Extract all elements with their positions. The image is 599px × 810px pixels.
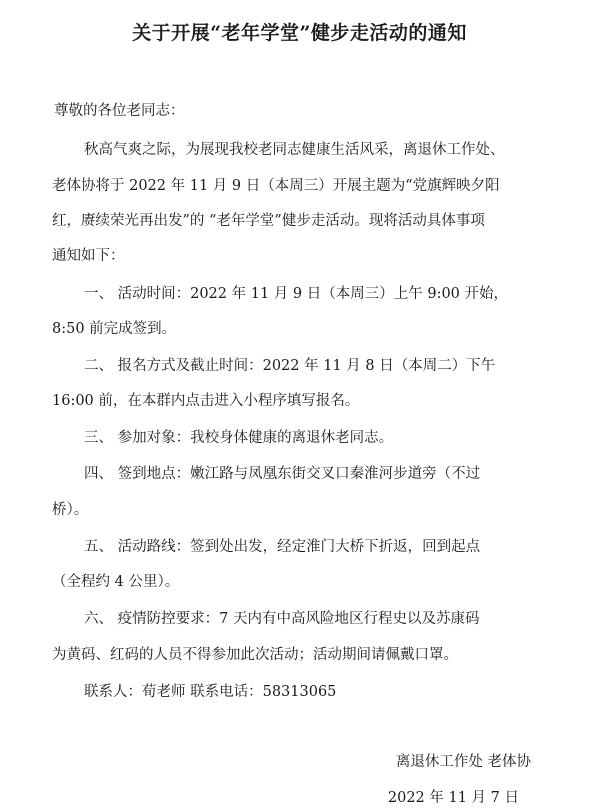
signature-org: 离退休工作处 老体协 [395,754,531,770]
paragraph-line: 红，赓续荣光再出发”的 “老年学堂”健步走活动。现将活动具体事项 [52,213,485,229]
item-time-cont: 8:50 前完成签到。 [52,321,177,337]
notice-title: 关于开展“老年学堂”健步走活动的通知 [132,22,467,44]
contact-line: 联系人：荀老师 联系电话：58313065 [84,684,337,700]
item-epidemic-cont: 为黄码、红码的人员不得参加此次活动；活动期间请佩戴口罩。 [52,647,458,663]
item-registration: 二、 报名方式及截止时间：2022 年 11 月 8 日（本周二）下午 [84,358,496,374]
item-route-cont: （全程约 4 公里）。 [52,574,180,590]
salutation: 尊敬的各位老同志： [54,103,185,119]
item-route: 五、 活动路线：签到处出发，经定淮门大桥下折返，回到起点 [84,539,481,555]
item-registration-cont: 16:00 前，在本群内点击进入小程序填写报名。 [52,393,360,409]
item-time: 一、 活动时间：2022 年 11 月 9 日（本周三）上午 9:00 开始， [84,286,509,302]
item-location: 四、 签到地点：嫩江路与凤凰东街交叉口秦淮河步道旁（不过 [84,466,481,482]
paragraph-line: 通知如下： [52,248,125,264]
item-participants: 三、 参加对象：我校身体健康的离退休老同志。 [84,430,394,446]
paragraph-line: 秋高气爽之际，为展现我校老同志健康生活风采，离退休工作处、 [84,142,505,158]
signature-date: 2022 年 11 月 7 日 [387,790,519,806]
paragraph-line: 老体协将于 2022 年 11 月 9 日（本周三）开展主题为“党旗辉映夕阳 [52,178,500,194]
item-location-cont: 桥）。 [52,502,89,518]
item-epidemic: 六、 疫情防控要求：7 天内有中高风险地区行程史以及苏康码 [84,611,480,627]
